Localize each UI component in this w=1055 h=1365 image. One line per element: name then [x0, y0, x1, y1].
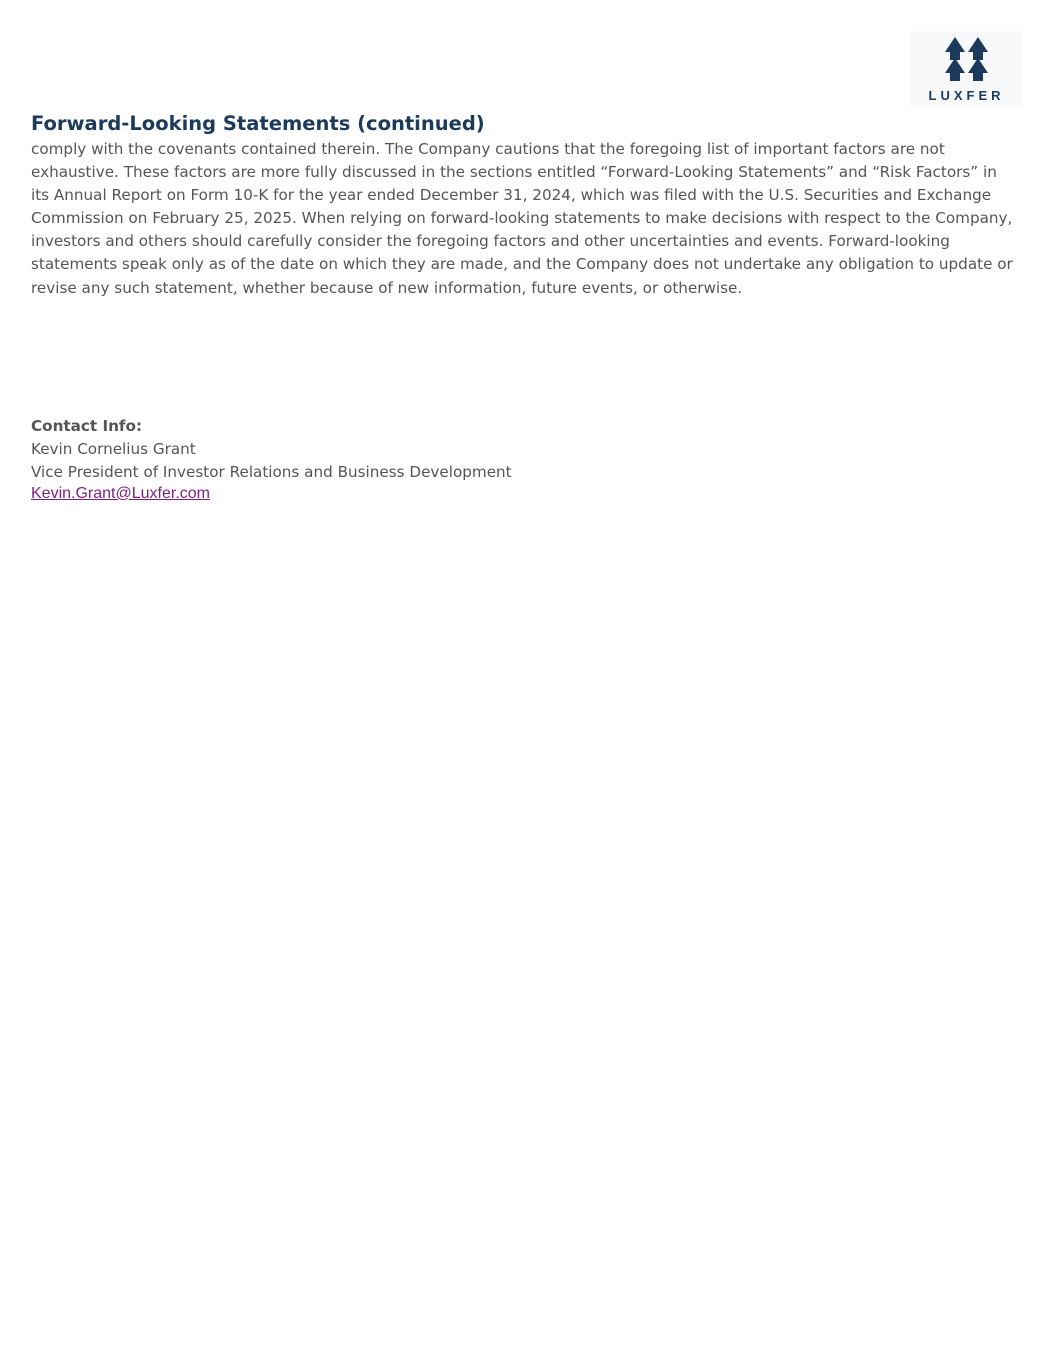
paragraph-line: revise any such statement, whether because of new information, future events, or otherwise.: [31, 278, 743, 297]
paragraph-line: exhaustive. These factors are more fully discussed in the sections entitled “Forward-Looking Statements” and “Risk Factors” in: [31, 163, 997, 182]
section-heading: Forward-Looking Statements (continued): [31, 112, 485, 135]
forward-looking-paragraph: [31, 138, 1027, 300]
contact-info-block: [31, 415, 512, 504]
paragraph-line: its Annual Report on Form 10-K for the year ended December 31, 2024, which was filed with the U.S. Securities and Exchange: [31, 186, 992, 205]
contact-email-link[interactable]: Kevin.Grant@Luxfer.com: [31, 485, 210, 502]
contact-label: Contact Info:: [31, 417, 143, 435]
paragraph-line: Commission on February 25, 2025. When relying on forward-looking statements to make decisions with respect to the Company,: [31, 209, 1013, 228]
contact-name: Kevin Cornelius Grant: [31, 440, 196, 458]
luxfer-arrows-icon: [943, 36, 990, 84]
contact-title: Vice President of Investor Relations and Business Development: [31, 463, 512, 481]
paragraph-line: statements speak only as of the date on which they are made, and the Company does not undertake any obligation to update or: [31, 255, 1013, 274]
paragraph-line: investors and others should carefully consider the foregoing factors and other uncertainties and events. Forward-looking: [31, 232, 950, 251]
logo-wordmark: LUXFER: [928, 88, 1005, 103]
paragraph-line: comply with the covenants contained therein. The Company cautions that the foregoing list of important factors are not: [31, 140, 945, 158]
company-logo: [910, 31, 1023, 108]
